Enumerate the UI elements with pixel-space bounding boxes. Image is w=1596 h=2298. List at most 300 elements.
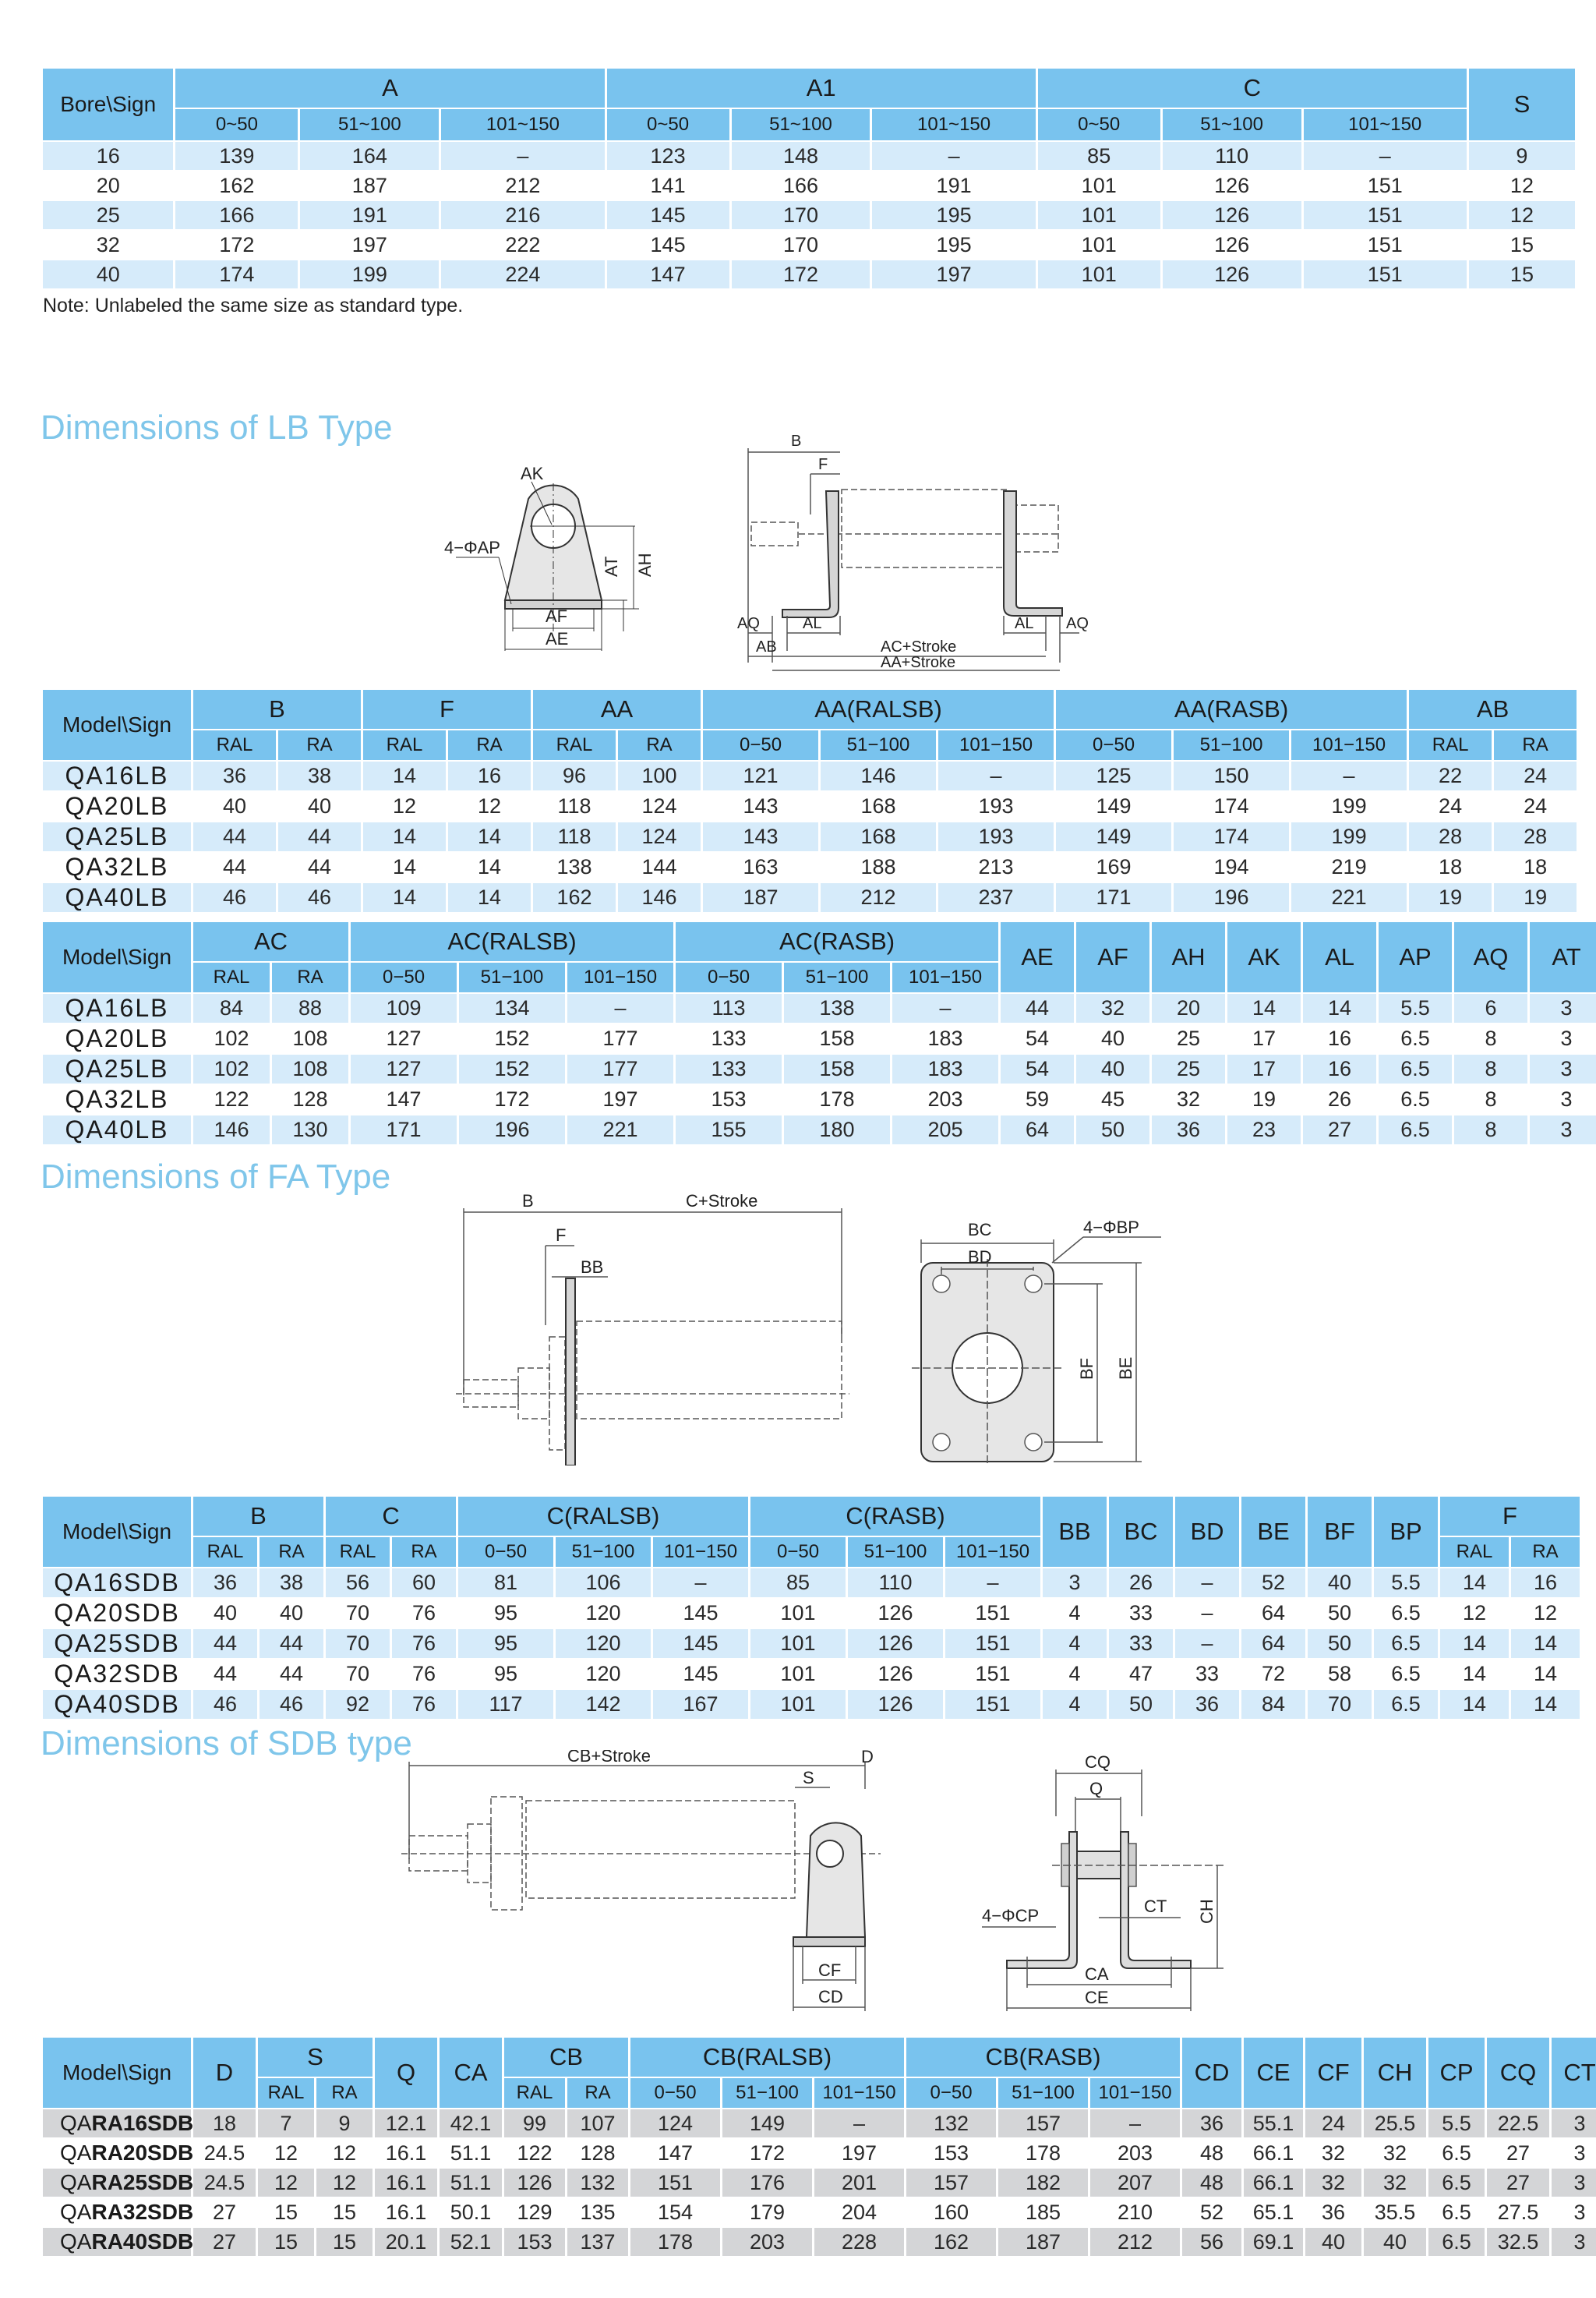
label-ct: CT xyxy=(1144,1897,1167,1916)
value-cell: 18 xyxy=(1409,853,1492,882)
value-cell: 59 xyxy=(1001,1085,1074,1114)
value-cell: 40 xyxy=(193,1599,257,1628)
value-cell: 64 xyxy=(1001,1115,1074,1144)
value-cell: 212 xyxy=(441,171,604,200)
column-subheader: RA xyxy=(567,2078,628,2108)
column-group-header: AK xyxy=(1227,922,1301,992)
value-cell: 134 xyxy=(459,994,565,1023)
column-subheader: 0~50 xyxy=(607,109,729,140)
lb-side-view-diagram xyxy=(725,429,1177,678)
bore-cell: 16 xyxy=(43,142,173,170)
column-group-header: Q xyxy=(375,2038,437,2108)
table-row xyxy=(43,1660,1580,1688)
column-subheader: RA xyxy=(260,1537,323,1567)
column-subheader: 51−100 xyxy=(848,1537,943,1567)
value-cell: 40 xyxy=(193,792,276,821)
value-cell: 66.1 xyxy=(1244,2139,1303,2167)
value-cell: 139 xyxy=(175,142,298,170)
value-cell: – xyxy=(872,142,1035,170)
value-cell: 14 xyxy=(363,883,446,912)
value-cell: 196 xyxy=(459,1115,565,1144)
value-cell: 143 xyxy=(703,792,818,821)
value-cell: 219 xyxy=(1291,853,1407,882)
value-cell: 95 xyxy=(458,1660,553,1688)
value-cell: 3 xyxy=(1552,2169,1596,2197)
value-cell: 197 xyxy=(872,260,1035,288)
column-group-header: AE xyxy=(1001,922,1074,992)
value-cell: 127 xyxy=(351,1024,457,1053)
value-cell: 16.1 xyxy=(375,2198,437,2226)
value-cell: 33 xyxy=(1109,1629,1173,1658)
column-group-header: AH xyxy=(1152,922,1225,992)
value-cell: 36 xyxy=(193,1568,257,1597)
value-cell: 221 xyxy=(1291,883,1407,912)
value-cell: 126 xyxy=(848,1690,943,1719)
value-cell: 193 xyxy=(938,822,1054,851)
value-cell: 108 xyxy=(272,1024,348,1053)
value-cell: 158 xyxy=(784,1055,890,1084)
value-cell: 101 xyxy=(1038,171,1160,200)
table-row xyxy=(43,1055,1596,1084)
lb-bracket-front-diagram xyxy=(436,444,701,655)
column-group-header: AA(RASB) xyxy=(1056,690,1407,729)
label-b: B xyxy=(522,1191,534,1211)
value-cell: 50 xyxy=(1308,1629,1372,1658)
value-cell: 138 xyxy=(533,853,616,882)
value-cell: 25 xyxy=(1152,1024,1225,1053)
table-row xyxy=(43,822,1577,851)
value-cell: 92 xyxy=(326,1690,390,1719)
value-cell: 95 xyxy=(458,1629,553,1658)
value-cell: 166 xyxy=(732,171,870,200)
value-cell: 180 xyxy=(784,1115,890,1144)
model-cell: QA32LB xyxy=(43,1085,191,1114)
value-cell: 16 xyxy=(1303,1055,1376,1084)
column-subheader: 101−150 xyxy=(1090,2078,1180,2108)
corner-header: Model\Sign xyxy=(43,2038,191,2108)
column-group-header: C xyxy=(1038,69,1467,108)
value-cell: 201 xyxy=(814,2169,904,2197)
column-subheader: 51~100 xyxy=(300,109,439,140)
value-cell: 46 xyxy=(193,1690,257,1719)
value-cell: 44 xyxy=(193,822,276,851)
bore-dimension-table xyxy=(41,67,1577,290)
value-cell: 149 xyxy=(1056,792,1171,821)
value-cell: 84 xyxy=(193,994,270,1023)
value-cell: 44 xyxy=(278,822,361,851)
value-cell: 24 xyxy=(1494,762,1577,790)
value-cell: 6.5 xyxy=(1379,1055,1452,1084)
value-cell: 3 xyxy=(1530,1115,1596,1144)
label-b: B xyxy=(791,433,802,450)
value-cell: 130 xyxy=(272,1115,348,1144)
value-cell: 151 xyxy=(630,2169,720,2197)
value-cell: 56 xyxy=(326,1568,390,1597)
lb-dimension-table-2 xyxy=(41,921,1596,1146)
value-cell: 14 xyxy=(448,853,531,882)
value-cell: 146 xyxy=(618,883,701,912)
value-cell: 32 xyxy=(1305,2169,1361,2197)
value-cell: 32 xyxy=(1364,2169,1426,2197)
value-cell: 28 xyxy=(1494,822,1577,851)
value-cell: 14 xyxy=(1227,994,1301,1023)
table-row xyxy=(43,2198,1596,2226)
table-row xyxy=(43,201,1575,229)
value-cell: 155 xyxy=(676,1115,782,1144)
column-subheader: 51−100 xyxy=(1174,730,1289,760)
label-al-right: AL xyxy=(1015,615,1034,632)
value-cell: 14 xyxy=(1440,1690,1509,1719)
value-cell: 142 xyxy=(556,1690,651,1719)
value-cell: 15 xyxy=(316,2198,373,2226)
value-cell: – xyxy=(1175,1629,1239,1658)
value-cell: 216 xyxy=(441,201,604,229)
value-cell: 3 xyxy=(1530,1055,1596,1084)
column-group-header: CE xyxy=(1244,2038,1303,2108)
value-cell: 120 xyxy=(556,1629,651,1658)
value-cell: 69.1 xyxy=(1244,2228,1303,2256)
column-subheader: RA xyxy=(448,730,531,760)
value-cell: 135 xyxy=(567,2198,628,2226)
value-cell: 199 xyxy=(1291,792,1407,821)
value-cell: 4 xyxy=(1043,1599,1107,1628)
value-cell: 36 xyxy=(1152,1115,1225,1144)
label-bb: BB xyxy=(581,1257,604,1277)
value-cell: 101 xyxy=(750,1690,846,1719)
model-suffix: RA16SDB xyxy=(91,2111,194,2135)
value-cell: 81 xyxy=(458,1568,553,1597)
value-cell: 168 xyxy=(821,792,936,821)
value-cell: 19 xyxy=(1409,883,1492,912)
value-cell: 23 xyxy=(1227,1115,1301,1144)
column-subheader: RA xyxy=(392,1537,456,1567)
column-subheader: RAL xyxy=(193,730,276,760)
value-cell: 188 xyxy=(821,853,936,882)
value-cell: 169 xyxy=(1056,853,1171,882)
value-cell: 172 xyxy=(175,231,298,259)
model-cell: QA16LB xyxy=(43,994,191,1023)
value-cell: 27 xyxy=(1487,2139,1549,2167)
value-cell: 110 xyxy=(848,1568,943,1597)
value-cell: 191 xyxy=(300,201,439,229)
model-cell: QA25LB xyxy=(43,1055,191,1084)
value-cell: 106 xyxy=(556,1568,651,1597)
value-cell: 196 xyxy=(1174,883,1289,912)
model-cell: QA40SDB xyxy=(43,1690,191,1719)
value-cell: 12.1 xyxy=(375,2109,437,2137)
value-cell: 124 xyxy=(630,2109,720,2137)
column-group-header: AF xyxy=(1076,922,1149,992)
value-cell: 44 xyxy=(193,1660,257,1688)
value-cell: 199 xyxy=(300,260,439,288)
value-cell: 145 xyxy=(607,231,729,259)
label-cb-stroke: CB+Stroke xyxy=(567,1750,651,1766)
column-subheader: RAL xyxy=(504,2078,565,2108)
column-subheader: 101−150 xyxy=(945,1537,1040,1567)
value-cell: 6.5 xyxy=(1428,2139,1485,2167)
value-cell: 50 xyxy=(1076,1115,1149,1144)
value-cell: 133 xyxy=(676,1024,782,1053)
column-subheader: 51−100 xyxy=(459,963,565,992)
model-suffix: RA25SDB xyxy=(91,2170,194,2194)
sdb-side-view-diagram xyxy=(390,1750,920,2015)
column-group-header: AC(RALSB) xyxy=(351,922,673,961)
value-cell: 40 xyxy=(1076,1024,1149,1053)
value-cell: 120 xyxy=(556,1599,651,1628)
value-cell: 170 xyxy=(732,231,870,259)
value-cell: 32 xyxy=(1305,2139,1361,2167)
label-ak: AK xyxy=(521,464,544,483)
value-cell: 157 xyxy=(906,2169,996,2197)
column-group-header: CQ xyxy=(1487,2038,1549,2108)
label-q: Q xyxy=(1089,1779,1103,1798)
table-row xyxy=(43,1690,1580,1719)
column-subheader: 0−50 xyxy=(750,1537,846,1567)
value-cell: 179 xyxy=(722,2198,812,2226)
value-cell: 124 xyxy=(618,822,701,851)
column-subheader: 101~150 xyxy=(441,109,604,140)
value-cell: 56 xyxy=(1182,2228,1241,2256)
value-cell: 187 xyxy=(703,883,818,912)
value-cell: 222 xyxy=(441,231,604,259)
value-cell: 224 xyxy=(441,260,604,288)
value-cell: 152 xyxy=(459,1024,565,1053)
value-cell: 133 xyxy=(676,1055,782,1084)
value-cell: 44 xyxy=(1001,994,1074,1023)
value-cell: 12 xyxy=(1469,171,1575,200)
value-cell: – xyxy=(441,142,604,170)
value-cell: 46 xyxy=(193,883,276,912)
label-ce: CE xyxy=(1085,1988,1109,2007)
column-subheader: 101~150 xyxy=(872,109,1035,140)
column-subheader: RAL xyxy=(193,963,270,992)
label-be: BE xyxy=(1116,1356,1135,1380)
value-cell: 12 xyxy=(258,2169,314,2197)
label-ch: CH xyxy=(1197,1899,1216,1924)
value-cell: 18 xyxy=(1494,853,1577,882)
value-cell: 126 xyxy=(1163,201,1301,229)
column-group-header: A1 xyxy=(607,69,1036,108)
model-cell xyxy=(43,2139,194,2167)
value-cell: 120 xyxy=(556,1660,651,1688)
value-cell: 6.5 xyxy=(1374,1690,1438,1719)
value-cell: 174 xyxy=(1174,792,1289,821)
column-subheader: RA xyxy=(1511,1537,1580,1567)
value-cell: 9 xyxy=(1469,142,1575,170)
value-cell: 44 xyxy=(260,1629,323,1658)
value-cell: 187 xyxy=(300,171,439,200)
model-cell: QA16LB xyxy=(43,762,191,790)
value-cell: 108 xyxy=(272,1055,348,1084)
value-cell: 25 xyxy=(1152,1055,1225,1084)
value-cell: 126 xyxy=(848,1629,943,1658)
label-ab: AB xyxy=(756,638,777,656)
column-group-header: AA(RALSB) xyxy=(703,690,1054,729)
value-cell: 72 xyxy=(1241,1660,1305,1688)
value-cell: 102 xyxy=(193,1024,270,1053)
column-subheader: 0−50 xyxy=(351,963,457,992)
value-cell: 118 xyxy=(533,822,616,851)
value-cell: 137 xyxy=(567,2228,628,2256)
value-cell: 6 xyxy=(1454,994,1527,1023)
value-cell: 36 xyxy=(193,762,276,790)
column-subheader: 101−150 xyxy=(892,963,998,992)
value-cell: 27 xyxy=(1303,1115,1376,1144)
column-subheader: 0−50 xyxy=(630,2078,720,2108)
section-title-sdb: Dimensions of SDB type xyxy=(41,1724,412,1762)
label-cq: CQ xyxy=(1085,1754,1110,1772)
model-cell: QA20LB xyxy=(43,1024,191,1053)
column-subheader: RA xyxy=(316,2078,373,2108)
value-cell: 172 xyxy=(722,2139,812,2167)
corner-header: Model\Sign xyxy=(43,690,191,760)
value-cell: 176 xyxy=(722,2169,812,2197)
column-subheader: 101−150 xyxy=(567,963,673,992)
value-cell: 3 xyxy=(1530,1085,1596,1114)
model-cell xyxy=(43,2109,194,2137)
column-group-header: BE xyxy=(1241,1497,1305,1567)
value-cell: 88 xyxy=(272,994,348,1023)
table-row xyxy=(43,994,1596,1023)
table-row xyxy=(43,2109,1596,2137)
value-cell: 46 xyxy=(278,883,361,912)
value-cell: 143 xyxy=(703,822,818,851)
value-cell: 27 xyxy=(1487,2169,1549,2197)
value-cell: 44 xyxy=(193,853,276,882)
value-cell: 153 xyxy=(676,1085,782,1114)
value-cell: 178 xyxy=(998,2139,1088,2167)
value-cell: 40 xyxy=(278,792,361,821)
column-group-header: BF xyxy=(1308,1497,1372,1567)
value-cell: 50 xyxy=(1109,1690,1173,1719)
label-ae: AE xyxy=(546,629,569,649)
value-cell: 32 xyxy=(1364,2139,1426,2167)
table-row xyxy=(43,171,1575,200)
value-cell: 100 xyxy=(618,762,701,790)
value-cell: 126 xyxy=(848,1660,943,1688)
table-row xyxy=(43,1024,1596,1053)
value-cell: 138 xyxy=(784,994,890,1023)
value-cell: 102 xyxy=(193,1055,270,1084)
value-cell: 205 xyxy=(892,1115,998,1144)
value-cell: 38 xyxy=(260,1568,323,1597)
value-cell: 44 xyxy=(193,1629,257,1658)
value-cell: 12 xyxy=(258,2139,314,2167)
model-suffix: RA32SDB xyxy=(91,2200,194,2224)
label-aa-stroke: AA+Stroke xyxy=(881,654,956,671)
table-row xyxy=(43,853,1577,882)
value-cell: 203 xyxy=(892,1085,998,1114)
table-row xyxy=(43,1115,1596,1144)
value-cell: 18 xyxy=(193,2109,256,2137)
value-cell: 50 xyxy=(1308,1599,1372,1628)
column-subheader: 51~100 xyxy=(1163,109,1301,140)
value-cell: 6.5 xyxy=(1379,1085,1452,1114)
value-cell: 183 xyxy=(892,1055,998,1084)
column-subheader: 101−150 xyxy=(814,2078,904,2108)
table-row xyxy=(43,142,1575,170)
value-cell: 107 xyxy=(567,2109,628,2137)
value-cell: 15 xyxy=(1469,231,1575,259)
column-subheader: RA xyxy=(272,963,348,992)
table-row xyxy=(43,231,1575,259)
value-cell: 124 xyxy=(618,792,701,821)
value-cell: 45 xyxy=(1076,1085,1149,1114)
value-cell: 19 xyxy=(1227,1085,1301,1114)
label-ah: AH xyxy=(635,553,655,577)
value-cell: 167 xyxy=(653,1690,748,1719)
label-4-phi-cp: 4−ΦCP xyxy=(982,1906,1040,1925)
model-cell: QA25SDB xyxy=(43,1629,191,1658)
column-group-header: CA xyxy=(440,2038,502,2108)
column-subheader: 0−50 xyxy=(906,2078,996,2108)
value-cell: 6.5 xyxy=(1374,1660,1438,1688)
column-group-header: AA xyxy=(533,690,701,729)
value-cell: 145 xyxy=(653,1629,748,1658)
value-cell: 12 xyxy=(1440,1599,1509,1628)
column-group-header: D xyxy=(193,2038,256,2108)
model-cell: QA40LB xyxy=(43,1115,191,1144)
value-cell: 36 xyxy=(1175,1690,1239,1719)
value-cell: 70 xyxy=(1308,1690,1372,1719)
column-group-header: BD xyxy=(1175,1497,1239,1567)
value-cell: 151 xyxy=(945,1629,1040,1658)
value-cell: 24.5 xyxy=(193,2169,256,2197)
value-cell: 146 xyxy=(193,1115,270,1144)
value-cell: 203 xyxy=(1090,2139,1180,2167)
value-cell: 4 xyxy=(1043,1629,1107,1658)
value-cell: 174 xyxy=(175,260,298,288)
label-aq-left: AQ xyxy=(737,615,760,632)
column-subheader: 0−50 xyxy=(458,1537,553,1567)
value-cell: – xyxy=(1175,1568,1239,1597)
label-s: S xyxy=(803,1768,814,1787)
column-subheader: RAL xyxy=(1440,1537,1509,1567)
value-cell: 51.1 xyxy=(440,2139,502,2167)
label-ac-stroke: AC+Stroke xyxy=(881,638,957,656)
value-cell: 147 xyxy=(630,2139,720,2167)
value-cell: 36 xyxy=(1305,2198,1361,2226)
value-cell: 125 xyxy=(1056,762,1171,790)
value-cell: 9 xyxy=(316,2109,373,2137)
column-group-header: CB xyxy=(504,2038,628,2077)
value-cell: 36 xyxy=(1182,2109,1241,2137)
value-cell: 153 xyxy=(504,2228,565,2256)
value-cell: 168 xyxy=(821,822,936,851)
value-cell: 26 xyxy=(1303,1085,1376,1114)
column-subheader: 0−50 xyxy=(703,730,818,760)
value-cell: 44 xyxy=(278,853,361,882)
value-cell: 187 xyxy=(998,2228,1088,2256)
value-cell: 126 xyxy=(504,2169,565,2197)
value-cell: 213 xyxy=(938,853,1054,882)
value-cell: 19 xyxy=(1494,883,1577,912)
value-cell: 8 xyxy=(1454,1024,1527,1053)
value-cell: 20 xyxy=(1152,994,1225,1023)
value-cell: 151 xyxy=(945,1690,1040,1719)
value-cell: 44 xyxy=(260,1660,323,1688)
lb-dimension-table-1 xyxy=(41,688,1579,914)
value-cell: 151 xyxy=(945,1599,1040,1628)
model-cell: QA32SDB xyxy=(43,1660,191,1688)
value-cell: 3 xyxy=(1530,1024,1596,1053)
value-cell: 16 xyxy=(448,762,531,790)
column-group-header: CH xyxy=(1364,2038,1426,2108)
value-cell: 6.5 xyxy=(1374,1599,1438,1628)
value-cell: 193 xyxy=(938,792,1054,821)
corner-header: Model\Sign xyxy=(43,1497,191,1567)
column-group-header: F xyxy=(1440,1497,1580,1536)
